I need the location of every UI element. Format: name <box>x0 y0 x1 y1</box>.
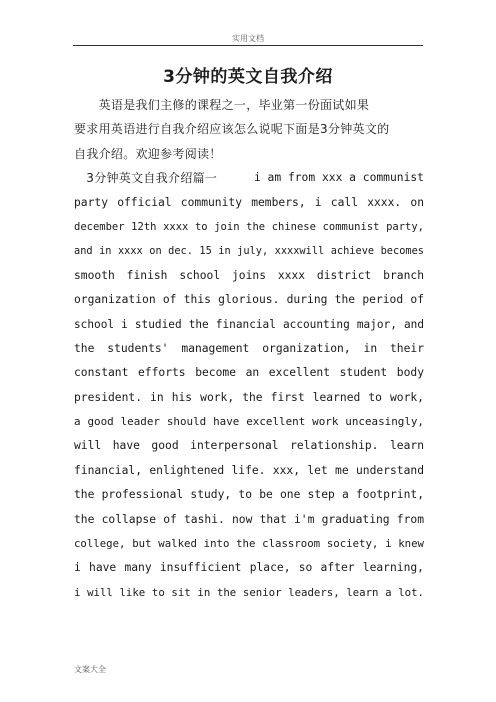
paragraph-line: i have many insufficient place, so after learning, <box>74 561 424 575</box>
paragraph-line: will have good interpersonal relationship. learn <box>74 439 424 453</box>
document-title: 3分钟的英文自我介绍 <box>163 67 333 87</box>
paragraph-line: college, but walked into the classroom society, i knew <box>74 537 424 551</box>
paragraph-line: organization of this glorious. during the period of <box>74 293 424 307</box>
page-header: 实用文档 <box>232 34 264 43</box>
paragraph-line: school i studied the financial accounting major, and <box>74 317 424 331</box>
paragraph-line: financial, enlightened life. xxx, let me understand <box>74 463 424 477</box>
page-footer: 文案大全 <box>74 665 106 674</box>
section-heading: 3分钟英文自我介绍篇一 <box>74 171 218 186</box>
paragraph-line: a good leader should have excellent work unceasingly, <box>74 415 424 429</box>
paragraph-line: and in xxxx on dec. 15 in july, xxxxwill achieve becomes <box>74 245 424 258</box>
paragraph-line: constant efforts become an excellent student body <box>74 366 424 380</box>
document-body <box>74 93 424 605</box>
intro-line: 英语是我们主修的课程之一，毕业第一份面试如果 <box>74 98 370 112</box>
paragraph-line: i will like to sit in the senior leaders, learn a lot. <box>74 585 424 599</box>
paragraph-line: president. in his work, the first learned to work, <box>74 390 424 404</box>
intro-line: 要求用英语进行自我介绍应该怎么说呢下面是3分钟英文的 <box>74 122 390 137</box>
paragraph-line: smooth finish school joins xxxx district branch <box>74 268 424 282</box>
paragraph-line: the students' management organization, in their <box>74 341 424 355</box>
intro-line: 自我介绍。欢迎参考阅读！ <box>74 146 222 161</box>
paragraph-line: the professional study, to be one step a footprint, <box>74 488 424 502</box>
paragraph-line: december 12th xxxx to join the chinese communist party, <box>74 220 424 233</box>
section-heading-line <box>74 166 424 190</box>
paragraph-line: the collapse of tashi. now that i'm graduating from <box>74 512 424 526</box>
section-heading-tail: i am from xxx a communist <box>253 171 424 185</box>
paragraph-line: party official community members, i call xxxx. on <box>74 195 424 209</box>
header-divider <box>73 45 423 46</box>
